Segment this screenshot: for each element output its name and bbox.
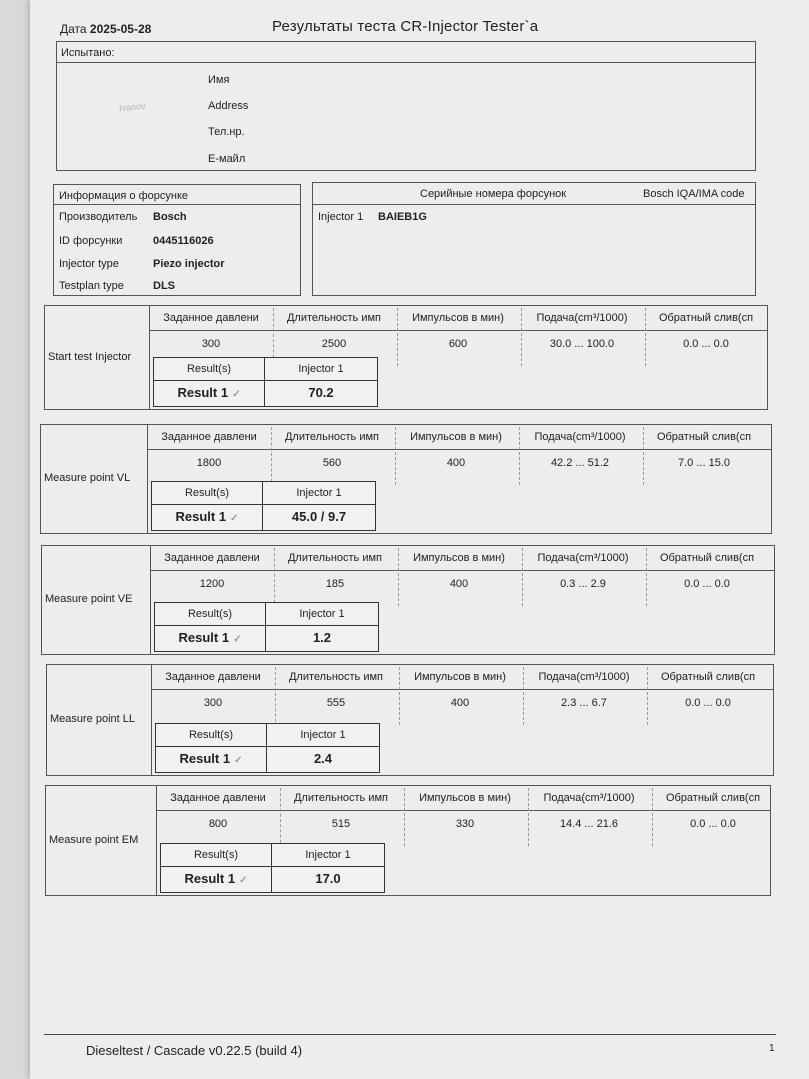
- manufacturer-label: Производитель: [59, 211, 138, 223]
- test-column-header: Длительность имп: [287, 552, 382, 564]
- test-header-rule: [149, 330, 767, 331]
- test-column-value: 800: [208, 818, 228, 830]
- test-column-value: 2.3 ... 6.7: [561, 697, 607, 709]
- test-block: [40, 424, 772, 534]
- result-label-wrap: [152, 509, 262, 524]
- test-column-header: Импульсов в мин): [410, 431, 502, 443]
- page-number: 1: [769, 1043, 775, 1054]
- check-icon: ✓: [232, 389, 241, 400]
- tested-divider: [57, 62, 755, 63]
- test-column-header: Подача(cm³/1000): [543, 792, 635, 804]
- result-label-wrap: [156, 751, 266, 766]
- test-column-header: Длительность имп: [286, 312, 381, 324]
- column-divider: [646, 548, 647, 606]
- result-table: [153, 357, 378, 407]
- result-header: Result(s): [184, 487, 229, 499]
- column-divider: [528, 788, 529, 846]
- field-address-label: Address: [208, 100, 249, 112]
- result-table-rule: [154, 380, 377, 381]
- result-label-wrap: [154, 385, 264, 400]
- column-divider: [643, 427, 644, 485]
- column-divider: [397, 308, 398, 366]
- test-name-divider: [149, 306, 150, 409]
- column-divider: [645, 308, 646, 366]
- column-divider: [522, 548, 523, 606]
- test-column-value: 600: [448, 338, 468, 350]
- test-column-value: 2500: [321, 338, 347, 350]
- result-label: Result 1: [179, 751, 231, 766]
- test-name-divider: [147, 425, 148, 533]
- test-column-header: Обратный слив(сп: [660, 671, 756, 683]
- test-column-header: Длительность имп: [288, 671, 383, 683]
- testplan-type-value: DLS: [153, 280, 175, 292]
- test-name: Measure point VE: [45, 593, 133, 605]
- injector-type-label: Injector type: [59, 258, 119, 270]
- result-label: Result 1: [178, 630, 230, 645]
- test-column-value: 300: [203, 697, 223, 709]
- test-header-rule: [151, 689, 773, 690]
- test-block: [41, 545, 775, 655]
- injector-info-divider: [54, 204, 300, 205]
- injector-header: Injector 1: [296, 487, 342, 499]
- check-icon: ✓: [233, 634, 242, 645]
- result-table: [154, 602, 379, 652]
- test-column-header: Обратный слив(сп: [656, 431, 752, 443]
- result-label: Result 1: [175, 509, 227, 524]
- column-divider: [652, 788, 653, 846]
- report-date: [60, 22, 151, 36]
- test-block: [46, 664, 774, 776]
- serial-injector-label: Injector 1: [318, 211, 364, 223]
- result-value: 70.2: [308, 385, 334, 400]
- result-value: 45.0 / 9.7: [291, 509, 347, 524]
- test-column-value: 330: [455, 818, 475, 830]
- result-value: 17.0: [315, 871, 341, 886]
- test-column-header: Заданное давлени: [165, 671, 261, 683]
- column-divider: [647, 667, 648, 725]
- result-label: Result 1: [177, 385, 229, 400]
- test-column-header: Импульсов в мин): [414, 671, 506, 683]
- date-label: Дата: [60, 22, 87, 36]
- test-column-header: Импульсов в мин): [413, 552, 505, 564]
- field-email-label: Е-майл: [208, 153, 246, 165]
- check-icon: ✓: [230, 513, 239, 524]
- date-value: 2025-05-28: [89, 22, 152, 36]
- serials-section: [312, 182, 756, 296]
- test-name-divider: [156, 786, 157, 895]
- result-label-wrap: [155, 630, 265, 645]
- result-value: 1.2: [312, 630, 332, 645]
- footer-rule: [44, 1034, 776, 1035]
- injector-header: Injector 1: [298, 363, 344, 375]
- test-column-value: 400: [449, 578, 469, 590]
- column-divider: [271, 427, 272, 487]
- column-divider: [275, 667, 276, 727]
- handwritten-scribble: Ivanov: [118, 100, 146, 114]
- test-column-value: 30.0 ... 100.0: [549, 338, 615, 350]
- result-table-rule: [156, 746, 379, 747]
- test-column-value: 555: [326, 697, 346, 709]
- test-column-value: 0.3 ... 2.9: [560, 578, 606, 590]
- injector-header: Injector 1: [305, 849, 351, 861]
- field-name-label: Имя: [208, 74, 230, 86]
- tested-section: [56, 41, 756, 171]
- result-header: Result(s): [188, 729, 233, 741]
- test-header-rule: [156, 810, 770, 811]
- report-title: Результаты теста CR-Injector Tester`a: [272, 18, 539, 35]
- tested-label: Испытано:: [61, 47, 115, 59]
- test-column-value: 185: [325, 578, 345, 590]
- serials-code-title: Bosch IQA/IMA code: [643, 188, 745, 200]
- test-column-value: 42.2 ... 51.2: [550, 457, 610, 469]
- column-divider: [399, 667, 400, 725]
- footer-text: Dieseltest / Cascade v0.22.5 (build 4): [86, 1043, 303, 1058]
- injector-id-label: ID форсунки: [59, 235, 123, 247]
- test-column-header: Обратный слив(сп: [658, 312, 754, 324]
- column-divider: [521, 308, 522, 366]
- test-name: Measure point LL: [50, 713, 135, 725]
- column-divider: [280, 788, 281, 848]
- test-header-rule: [147, 449, 771, 450]
- result-table: [160, 843, 385, 893]
- test-column-header: Заданное давлени: [164, 552, 260, 564]
- serial-injector-code: BAIEB1G: [378, 211, 427, 223]
- test-column-value: 515: [331, 818, 351, 830]
- result-label: Result 1: [184, 871, 236, 886]
- test-column-header: Длительность имп: [293, 792, 388, 804]
- result-table-rule: [161, 866, 384, 867]
- result-header: Result(s): [187, 608, 232, 620]
- result-label-wrap: [161, 871, 271, 886]
- test-column-value: 0.0 ... 0.0: [685, 697, 731, 709]
- result-table: [151, 481, 376, 531]
- test-column-value: 300: [201, 338, 221, 350]
- test-column-header: Заданное давлени: [170, 792, 266, 804]
- test-name: Measure point VL: [44, 472, 131, 484]
- test-column-header: Подача(cm³/1000): [536, 312, 628, 324]
- test-block: [44, 305, 768, 410]
- test-name-divider: [151, 665, 152, 775]
- column-divider: [404, 788, 405, 846]
- column-divider: [395, 427, 396, 485]
- test-column-header: Импульсов в мин): [419, 792, 511, 804]
- result-table-rule: [155, 625, 378, 626]
- test-name: Start test Injector: [48, 351, 132, 363]
- column-divider: [398, 548, 399, 606]
- column-divider: [519, 427, 520, 485]
- testplan-type-label: Testplan type: [59, 280, 124, 292]
- serials-title: Серийные номера форсунок: [420, 188, 567, 200]
- test-column-header: Обратный слив(сп: [659, 552, 755, 564]
- test-column-header: Длительность имп: [284, 431, 379, 443]
- check-icon: ✓: [239, 875, 248, 886]
- test-column-value: 1800: [196, 457, 222, 469]
- result-table: [155, 723, 380, 773]
- test-column-header: Подача(cm³/1000): [538, 671, 630, 683]
- test-column-header: Подача(cm³/1000): [537, 552, 629, 564]
- column-divider: [274, 548, 275, 608]
- test-column-value: 560: [322, 457, 342, 469]
- test-column-header: Обратный слив(сп: [665, 792, 761, 804]
- test-header-rule: [150, 570, 774, 571]
- injector-type-value: Piezo injector: [153, 258, 225, 270]
- test-name: Measure point EM: [49, 834, 139, 846]
- injector-id-value: 0445116026: [153, 235, 214, 247]
- test-column-value: 14.4 ... 21.6: [559, 818, 619, 830]
- test-column-value: 1200: [199, 578, 225, 590]
- test-name-divider: [150, 546, 151, 654]
- test-column-header: Подача(cm³/1000): [534, 431, 626, 443]
- injector-header: Injector 1: [300, 729, 346, 741]
- injector-info-section: [53, 184, 301, 296]
- test-column-value: 0.0 ... 0.0: [690, 818, 736, 830]
- test-column-value: 0.0 ... 0.0: [684, 578, 730, 590]
- test-column-header: Заданное давлени: [163, 312, 259, 324]
- injector-header: Injector 1: [299, 608, 345, 620]
- test-column-header: Импульсов в мин): [412, 312, 504, 324]
- check-icon: ✓: [234, 755, 243, 766]
- test-column-header: Заданное давлени: [161, 431, 257, 443]
- injector-info-title: Информация о форсунке: [59, 190, 188, 202]
- result-header: Result(s): [186, 363, 231, 375]
- column-divider: [523, 667, 524, 725]
- test-column-value: 400: [450, 697, 470, 709]
- field-phone-label: Тел.нр.: [208, 126, 245, 138]
- result-header: Result(s): [193, 849, 238, 861]
- result-table-rule: [152, 504, 375, 505]
- test-column-value: 400: [446, 457, 466, 469]
- test-column-value: 0.0 ... 0.0: [683, 338, 729, 350]
- result-value: 2.4: [313, 751, 333, 766]
- manufacturer-value: Bosch: [153, 211, 187, 223]
- test-column-value: 7.0 ... 15.0: [678, 457, 730, 469]
- test-block: [45, 785, 771, 896]
- serials-divider: [313, 204, 755, 205]
